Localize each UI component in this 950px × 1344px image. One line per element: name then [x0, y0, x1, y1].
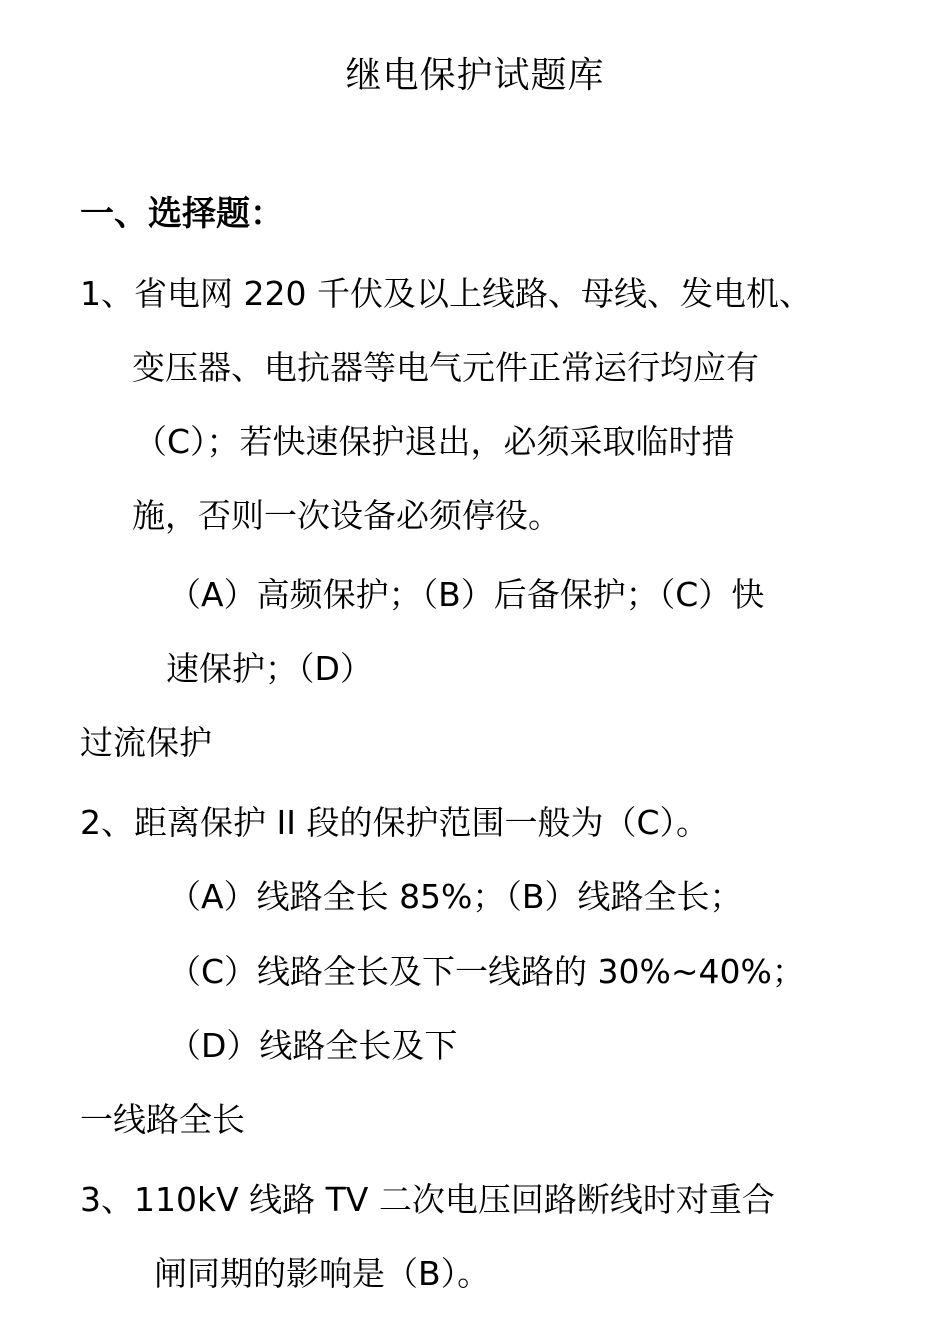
question-3-line-1: 3、110kV 线路 TV 二次电压回路断线时对重合 [80, 1180, 775, 1219]
question-2-line-1: 2、距离保护 II 段的保护范围一般为（C）。 [80, 803, 709, 842]
question-1-line-4: 施，否则一次设备必须停役。 [132, 496, 561, 535]
question-1-line-2: 变压器、电抗器等电气元件正常运行均应有 [132, 348, 759, 387]
question-2-options-line-1: （A）线路全长 85%；（B）线路全长； [168, 877, 743, 916]
question-3-line-2: 闸同期的影响是（B）。 [154, 1254, 491, 1293]
question-1-line-1: 1、省电网 220 千伏及以上线路、母线、发电机、 [80, 274, 812, 313]
question-1-options-line-2: 速保护；（D） [166, 649, 373, 688]
question-2-options-line-3: （D）线路全长及下 [168, 1026, 458, 1065]
section-heading: 一、选择题： [80, 194, 284, 234]
question-1-options-line-1: （A）高频保护；（B）后备保护；（C）快 [168, 575, 765, 614]
question-1-line-3: （C）；若快速保护退出，必须采取临时措 [134, 422, 735, 461]
question-1-options-wrap: 过流保护 [80, 723, 212, 762]
question-2-options-wrap: 一线路全长 [80, 1100, 245, 1139]
document-title: 继电保护试题库 [345, 55, 605, 96]
question-2-options-line-2: （C）线路全长及下一线路的 30%~40%； [168, 952, 805, 991]
